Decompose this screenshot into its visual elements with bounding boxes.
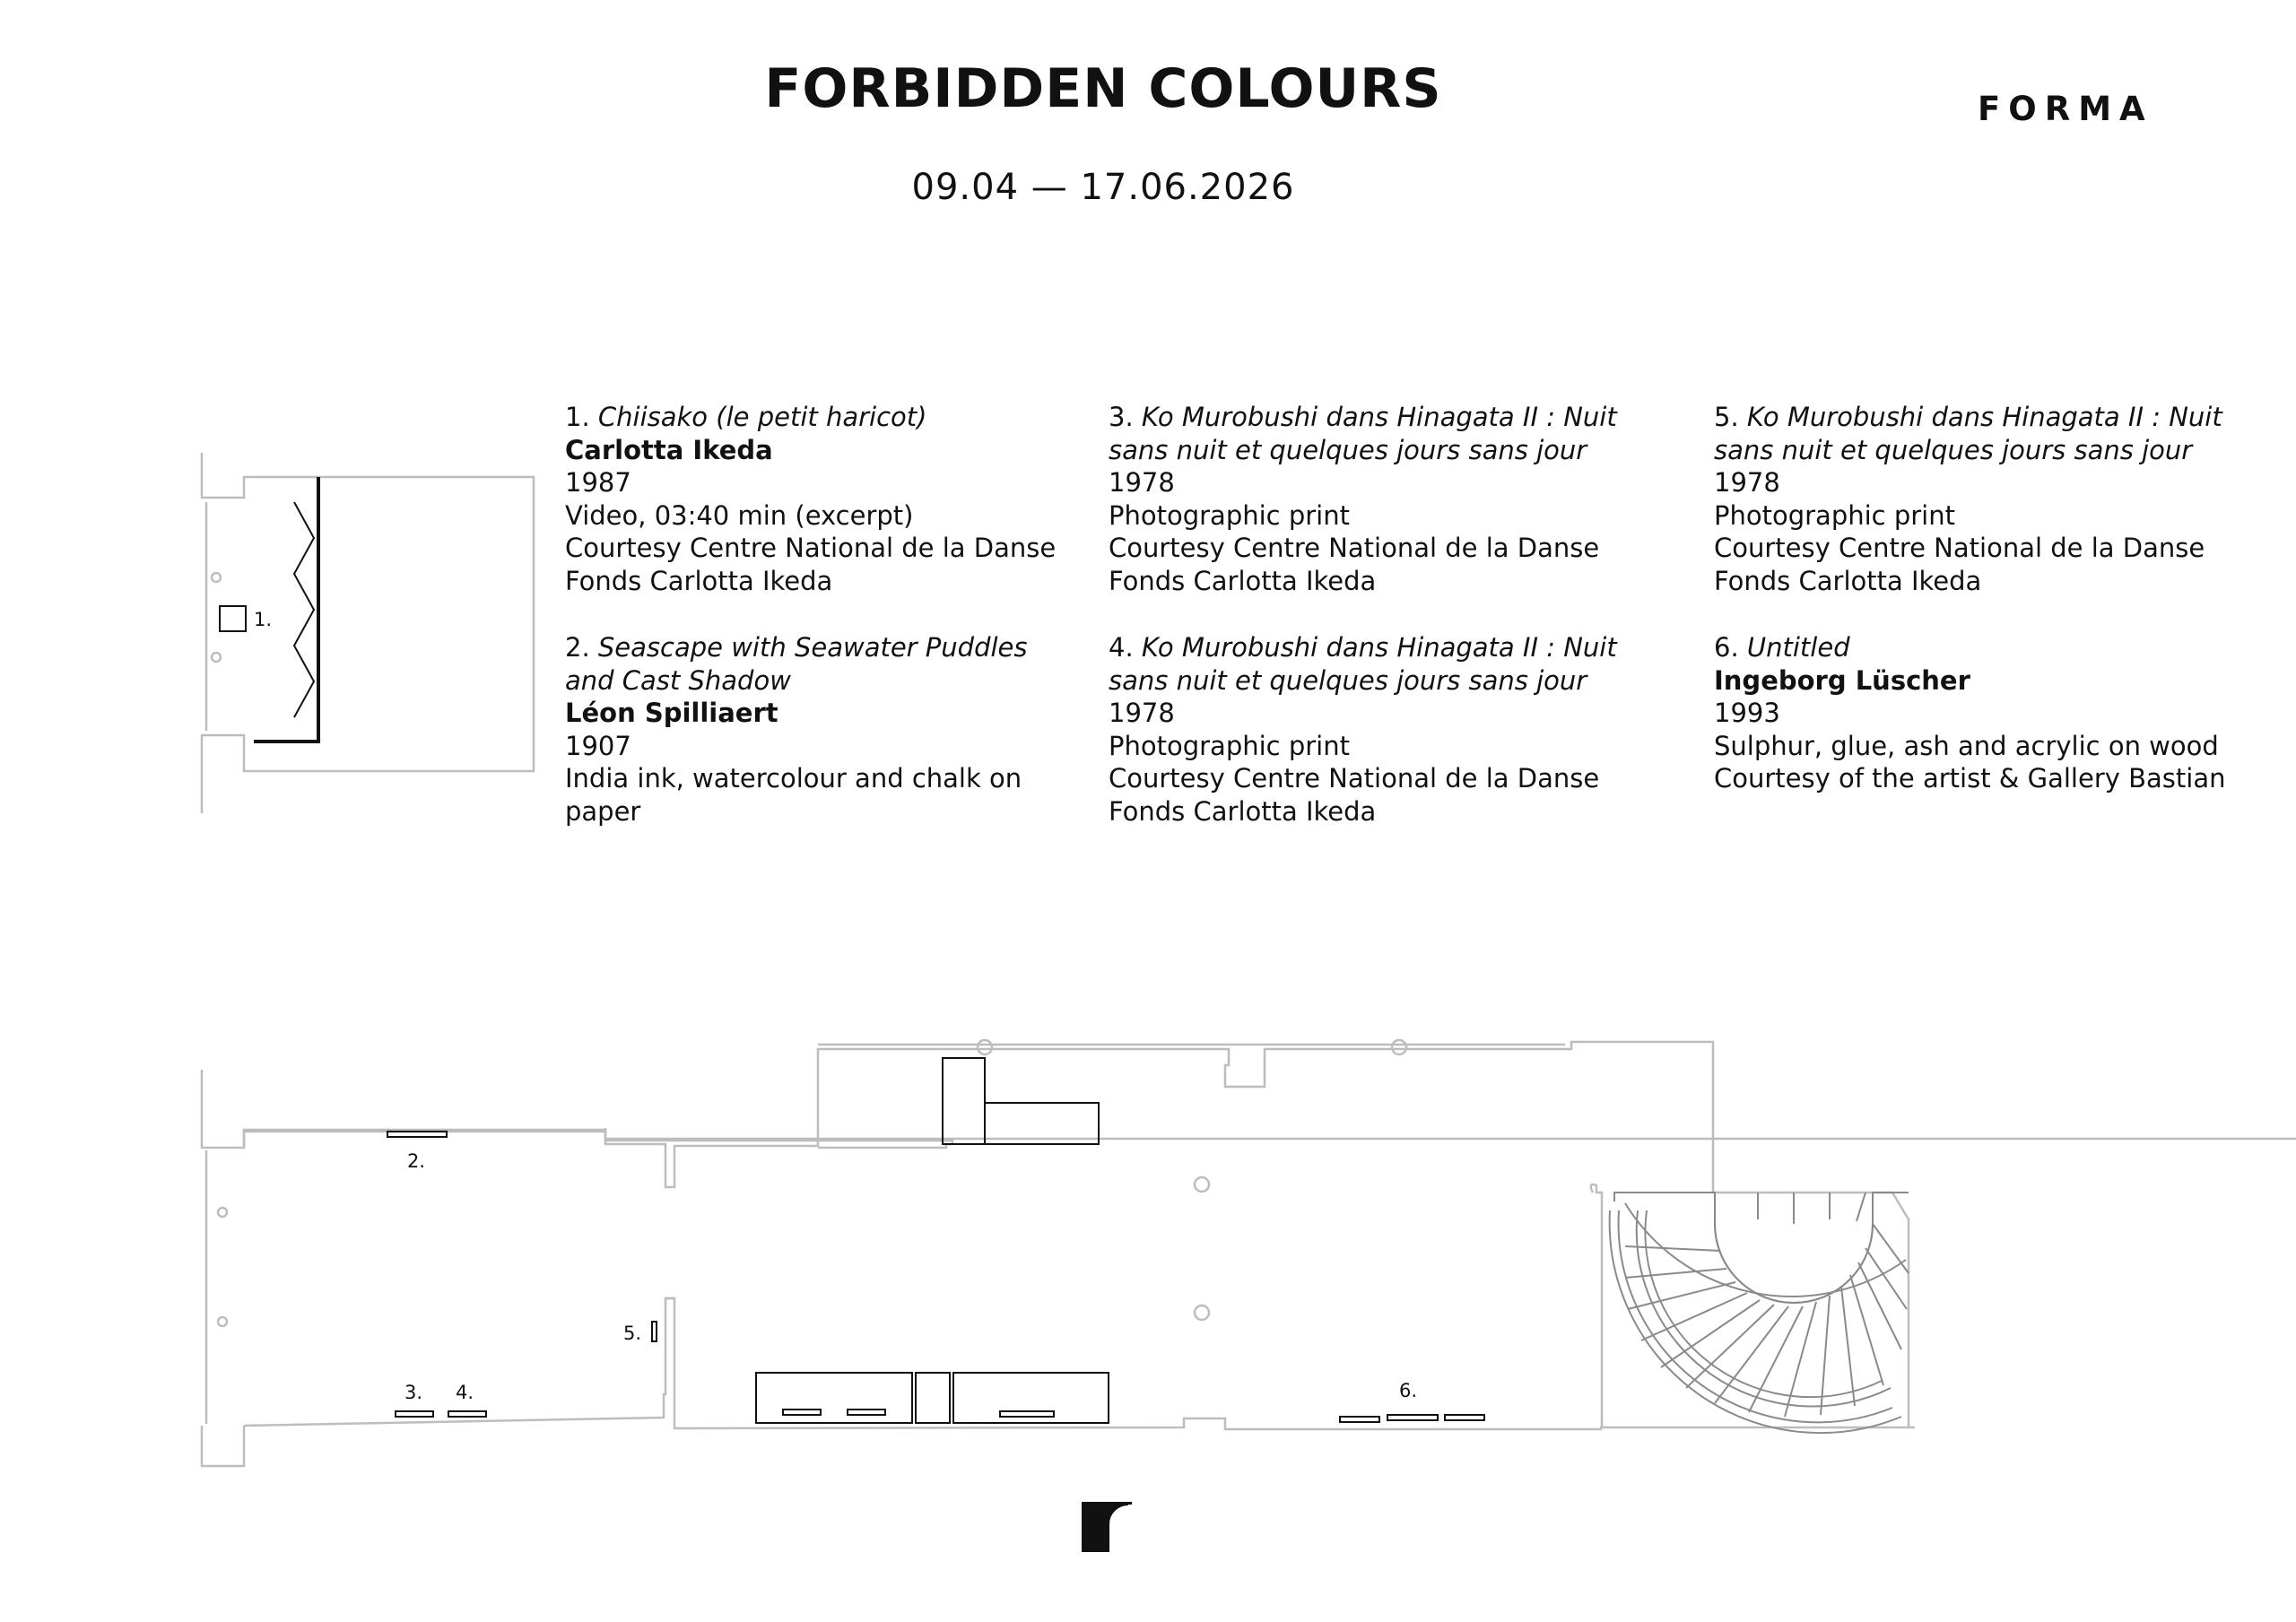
column-icon	[1195, 1177, 1209, 1192]
plan-label-6: 6.	[1399, 1380, 1418, 1401]
screen-icon	[220, 606, 246, 631]
artwork-marker-2	[387, 1132, 447, 1137]
plan-label-2: 2.	[407, 1150, 426, 1172]
artwork-credit: Courtesy of the artist & Gallery Bastian	[1714, 763, 2226, 794]
plan-label-3: 3.	[404, 1382, 423, 1403]
artwork-title: Seascape with Seawater Puddles and Cast Shadow	[565, 632, 1028, 696]
artwork-medium: Sulphur, glue, ash and acrylic on wood	[1714, 730, 2219, 761]
brand-wordmark: FORMA	[1978, 90, 2153, 128]
forma-logo-icon	[1082, 1502, 1132, 1552]
artwork-artist: Léon Spilliaert	[565, 698, 778, 728]
floor-plan-main-room	[202, 1040, 2296, 1466]
artwork-artist: Ingeborg Lüscher	[1714, 664, 1970, 696]
artwork-artist: Carlotta Ikeda	[565, 434, 773, 465]
artwork-year: 1978	[1109, 467, 1175, 498]
artwork-marker-6	[1340, 1417, 1379, 1422]
plan-label-4: 4.	[456, 1382, 474, 1403]
plan-label-1: 1.	[254, 609, 273, 630]
artwork-number: 2.	[565, 632, 590, 663]
artwork-credit-line-2: Fonds Carlotta Ikeda	[1109, 795, 1377, 827]
artwork-title: Ko Murobushi dans Hinagata II : Nuit sans nuit et quelques jours sans jour	[1109, 632, 1617, 696]
artwork-number: 5.	[1714, 402, 1739, 432]
artwork-year: 1993	[1714, 698, 1780, 728]
exhibition-title: FORBIDDEN COLOURS	[764, 57, 1442, 120]
artwork-title: Ko Murobushi dans Hinagata II : Nuit sans nuit et quelques jours sans jour	[1714, 402, 2222, 465]
artwork-marker-5	[652, 1322, 657, 1341]
artwork-marker-4	[448, 1411, 486, 1417]
artwork-number: 4.	[1109, 632, 1134, 663]
artwork-title: Untitled	[1746, 632, 1850, 663]
artwork-medium: Photographic print	[1109, 730, 1350, 761]
artwork-title: Ko Murobushi dans Hinagata II : Nuit sans nuit et quelques jours sans jour	[1109, 402, 1617, 465]
exhibition-dates: 09.04 — 17.06.2026	[911, 167, 1295, 208]
artwork-credit-line-2: Fonds Carlotta Ikeda	[565, 565, 833, 596]
artwork-credit-line-2: Fonds Carlotta Ikeda	[1109, 565, 1377, 596]
artwork-credit: Courtesy Centre National de la Danse	[1109, 533, 1600, 563]
artwork-credit: Courtesy Centre National de la Danse	[565, 533, 1057, 563]
floor-plan-small-room	[202, 453, 534, 813]
artwork-medium: Photographic print	[1714, 499, 1955, 531]
artwork-year: 1978	[1714, 467, 1780, 498]
artwork-number: 3.	[1109, 402, 1134, 432]
spiral-staircase-icon	[1591, 1184, 1909, 1433]
artwork-credit: Courtesy Centre National de la Danse	[1714, 533, 2205, 563]
artwork-title: Chiisako (le petit haricot)	[597, 402, 927, 432]
artwork-credit-line-2: Fonds Carlotta Ikeda	[1714, 565, 1982, 596]
artwork-number: 6.	[1714, 632, 1739, 663]
artwork-medium: India ink, watercolour and chalk on paper	[565, 763, 1022, 827]
artwork-year: 1907	[565, 730, 631, 761]
artwork-number: 1.	[565, 402, 590, 432]
artwork-year: 1978	[1109, 698, 1175, 728]
plan-label-5: 5.	[623, 1323, 642, 1344]
artwork-marker-3	[396, 1411, 433, 1417]
artwork-medium: Photographic print	[1109, 499, 1350, 531]
artwork-medium: Video, 03:40 min (excerpt)	[565, 499, 914, 531]
artwork-credit: Courtesy Centre National de la Danse	[1109, 763, 1600, 794]
artwork-year: 1987	[565, 467, 631, 498]
